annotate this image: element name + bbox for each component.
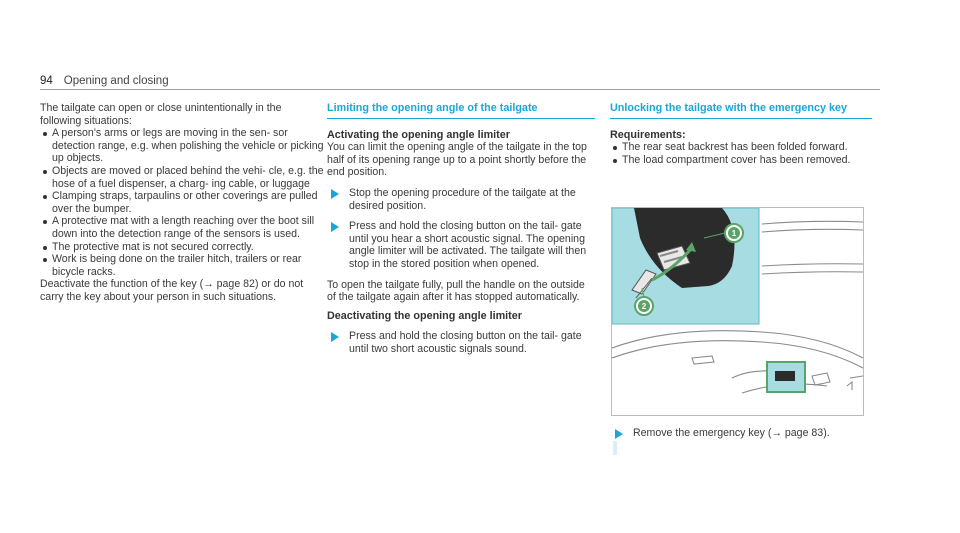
page-header [40,75,880,88]
intro-text: The tailgate can open or close unintentionally in the following situations: [40,102,282,127]
activating-text: You can limit the opening angle of the tailgate in the top half of its opening range up to a point shortly before the end position. [327,141,587,179]
step [327,187,595,212]
callout-2-label: 2 [641,302,647,311]
list-item: Objects are moved or placed behind the vehi- cle, e.g. the hose of a fuel dispenser, a charg- ing cable, or luggage [40,165,325,190]
heading-deactivating: Deactivating the opening angle limiter [327,309,522,322]
step-text: Press and hold the closing button on the tail- gate until you hear a short acoustic signal. The opening angle limiter will be activated. The tailgate will then stop in the stored position when opened. [349,220,587,270]
step-arrow-icon [331,332,339,342]
heading-activating: Activating the opening angle limiter [327,128,510,141]
list-item: The load compartment cover has been removed. [610,154,872,167]
open-fully-note: To open the tailgate fully, pull the handle on the outside of the tailgate again after it has stopped automatically. [327,278,585,304]
step-arrow-icon [331,189,339,199]
list-item: The protective mat is not secured correctly. [40,241,325,254]
list-item: Clamping straps, tarpaulins or other coverings are pulled over the bumper. [40,190,325,215]
step [327,220,595,270]
requirements-list [610,141,872,166]
deactivate-text: Deactivate the function of the key (→ page 82) or do not carry the key about your person in such situations. [40,278,304,303]
tailgate-emergency-key-illustration [611,207,864,416]
column-left [40,102,325,304]
step-bar [613,441,617,455]
step-arrow-icon [615,429,623,439]
step [327,330,595,355]
section-title-limiting: Limiting the opening angle of the tailgate [327,102,595,119]
step [611,427,884,440]
list-item: A protective mat with a length reaching over the boot sill down into the detection range of the sensors is used. [40,215,325,240]
list-item: A person's arms or legs are moving in the sen- sor detection range, e.g. when polishing the vehicle or picking up objects. [40,127,325,165]
step-text: Remove the emergency key (→ page 83). [633,427,830,439]
page-number: 94 [40,75,53,87]
column-middle [327,102,595,364]
requirements-heading: Requirements: [610,128,686,141]
running-title: Opening and closing [63,75,169,87]
step-text: Stop the opening procedure of the tailgate at the desired position. [349,186,576,212]
situations-list [40,127,325,278]
column-right [610,102,872,166]
step-arrow-icon [331,222,339,232]
callout-1-label: 1 [731,229,737,238]
list-item: The rear seat backrest has been folded forward. [610,141,872,154]
section-title-unlocking: Unlocking the tailgate with the emergency key [610,102,872,119]
list-item: Work is being done on the trailer hitch, trailers or rear bicycle racks. [40,253,325,278]
header-rule [40,89,880,90]
step-text: Press and hold the closing button on the tail- gate until two short acoustic signals sound. [349,330,582,355]
